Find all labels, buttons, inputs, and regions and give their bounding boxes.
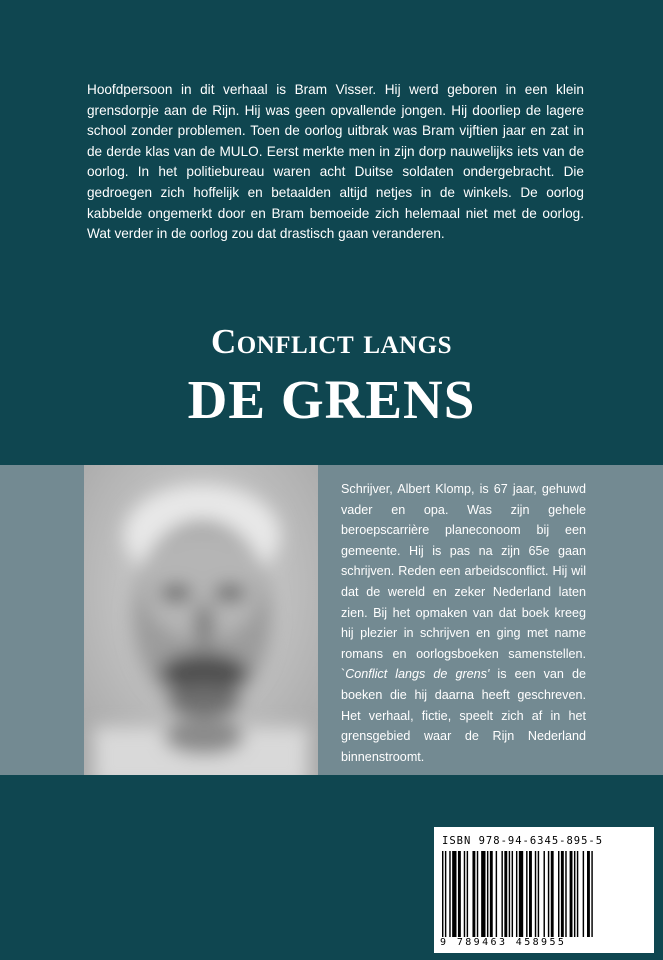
barcode-bar [535, 851, 536, 937]
barcode-bar [558, 851, 559, 937]
author-bio-text: Schrijver, Albert Klomp, is 67 jaar, gehuwd vader en opa. Was zijn gehele beroepscarrière planeconoom bij een gemeente. Hij is pas na zijn 65e gaan schrijven. Reden een arbeidsconflict. Hij wil dat de wereld en zeker Nederland laten zien. Bij het opmaken van dat boek kreeg hij plezier in schrijven en ging met name romans en oorlogsboeken samenstellen. ` [341, 482, 586, 682]
barcode-bar [481, 851, 485, 937]
barcode-bar [565, 851, 566, 937]
barcode-bar [449, 851, 450, 937]
barcode-bar [544, 851, 545, 937]
book-title-line-2: DE GRENS [187, 369, 476, 430]
barcode-bar [477, 851, 478, 937]
barcode-bar [570, 851, 573, 937]
barcode-bar [587, 851, 590, 937]
barcode-bar [496, 851, 497, 937]
barcode-bar [509, 851, 510, 937]
barcode-bar [458, 851, 461, 937]
barcode-bar [583, 851, 584, 937]
barcode-bar [574, 851, 575, 937]
barcode-bar [512, 851, 513, 937]
barcode-bar [551, 851, 554, 937]
barcode-bar [529, 851, 532, 937]
barcode-bar [561, 851, 564, 937]
barcode-bar [577, 851, 578, 937]
isbn-label: ISBN 978-94-6345-895-5 [442, 835, 604, 847]
author-bio [341, 479, 586, 767]
author-portrait-image [84, 465, 318, 775]
barcode-digits: 9 789463 458955 [440, 937, 567, 948]
barcode-bar [467, 851, 468, 937]
barcode-bar [501, 851, 502, 937]
blurb-text: Hoofdpersoon in dit verhaal is Bram Visser. Hij werd geboren in een klein grensdorpje aan de Rijn. Hij was geen opvallende jongen. Hij doorliep de lagere school zonder problemen. Toen de oorlog uitbrak was Bram vijftien jaar en zat in de derde klas van de MULO. Eerst merkte men in zijn dorp nauwelijks iets van de oorlog. In het politiebureau waren acht Duitse soldaten ondergebracht. Die gedroegen zich hoffelijk en betaalden altijd netjes in de winkels. De oorlog kabbelde ongemerkt door en Bram bemoeide zich helemaal niet met de oorlog. Wat verder in de oorlog zou dat drastisch gaan veranderen. [87, 82, 584, 242]
author-photo [84, 465, 318, 775]
barcode-bar [591, 851, 592, 937]
barcode-bar [464, 851, 465, 937]
author-bio-book-title: Conflict langs de grens' [345, 667, 490, 682]
barcode-bar [516, 851, 517, 937]
barcode-bar [548, 851, 549, 937]
isbn-barcode [434, 827, 654, 953]
barcode-bar [519, 851, 523, 937]
barcode-bar [490, 851, 493, 937]
author-bio-text-continued: is een van de boeken die hij daarna heeft geschreven. Het verhaal, fictie, speelt zich af in het grensgebied waar de Rijn Nederland binnenstroomt. [341, 667, 586, 764]
barcode-bars [442, 851, 646, 937]
book-title-line-1: Conflict langs [210, 322, 453, 361]
barcode-bar [442, 851, 443, 937]
barcode-bar [538, 851, 539, 937]
barcode-bar [445, 851, 446, 937]
barcode-bar [487, 851, 488, 937]
barcode-bar [526, 851, 527, 937]
barcode-bar [452, 851, 456, 937]
barcode-bar [472, 851, 475, 937]
barcode-bar [504, 851, 507, 937]
